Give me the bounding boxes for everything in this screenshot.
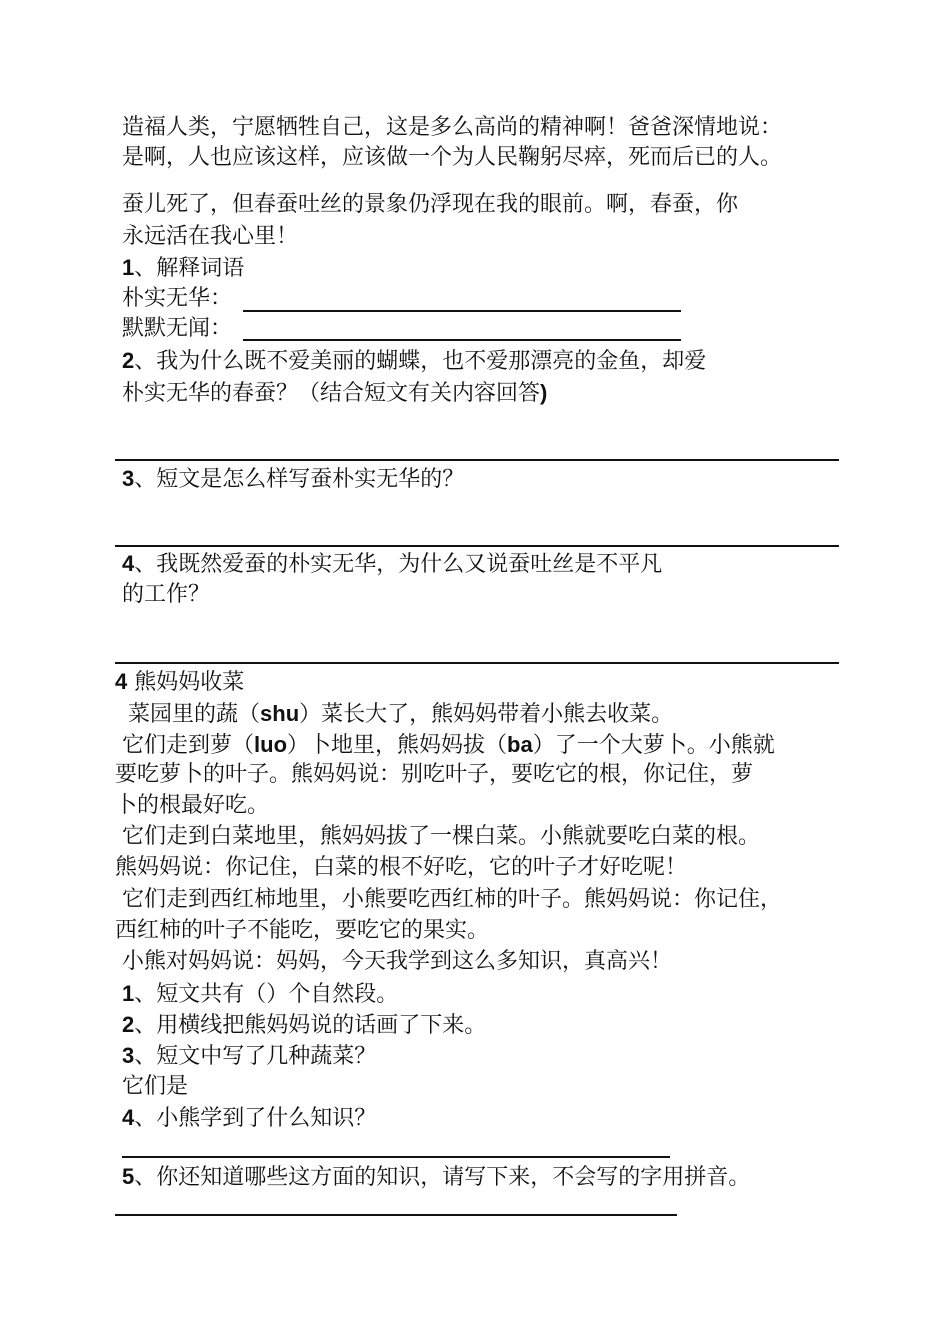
word-2-answer-line[interactable] [243, 339, 681, 341]
text-segment: ）卜地里，熊妈妈拔（ [287, 733, 508, 758]
story-para-4-line-1: 它们走到西红柿地里，小熊要吃西红柿的叶子。熊妈妈说：你记住， [122, 887, 783, 912]
story-para-2-line-3: 卜的根最好吃。 [115, 793, 270, 818]
story-para-4-line-2: 西红柿的叶子不能吃，要吃它的果实。 [115, 918, 490, 943]
question-text: 、小熊学到了什么知识？ [134, 1106, 377, 1131]
question-4 [122, 549, 662, 580]
question-number: 4 [122, 551, 135, 576]
story-para-1 [128, 699, 673, 730]
question-number: 3 [122, 1043, 135, 1068]
passage-line-2: 是啊，人也应该这样，应该做一个为人民鞠躬尽瘁，死而后已的人。 [122, 145, 783, 170]
story-question-4 [122, 1103, 376, 1134]
passage-line-4: 永远活在我心里！ [122, 224, 299, 249]
question-number: 2 [122, 348, 135, 373]
story-para-2-line-2: 要吃萝卜的叶子。熊妈妈说：别吃叶子，要吃它的根，你记住，萝 [115, 762, 754, 787]
text-segment: 菜园里的蔬（ [128, 702, 261, 727]
story-question-3-answer-prompt: 它们是 [122, 1074, 189, 1099]
question-text: 、短文共有（）个自然段。 [134, 982, 399, 1007]
question-number: 3 [122, 466, 135, 491]
closing-paren: ) [540, 380, 548, 405]
story-question-3 [122, 1041, 376, 1072]
story-question-5-answer-line[interactable] [115, 1214, 677, 1216]
passage-line-1: 造福人类，宁愿牺牲自己，这是多么高尚的精神啊！爸爸深情地说： [122, 115, 783, 140]
pinyin: ba [507, 732, 533, 757]
question-4-answer-line[interactable] [115, 662, 839, 664]
question-2-answer-line[interactable] [115, 459, 839, 461]
pinyin: luo [254, 732, 288, 757]
question-number: 5 [122, 1164, 135, 1189]
question-number: 1 [122, 981, 135, 1006]
text-segment: ）了一个大萝卜。小熊就 [532, 733, 775, 758]
text-segment: ）菜长大了，熊妈妈带着小熊去收菜。 [299, 702, 674, 727]
question-text: 、短文是怎么样写蚕朴实无华的？ [134, 467, 465, 492]
question-number: 1 [122, 255, 135, 280]
passage-line-3: 蚕儿死了，但春蚕吐丝的景象仍浮现在我的眼前。啊，春蚕，你 [122, 192, 739, 217]
question-2 [122, 346, 706, 377]
story-para-5: 小熊对妈妈说：妈妈，今天我学到这么多知识，真高兴！ [122, 949, 673, 974]
question-text: 、你还知道哪些这方面的知识，请写下来，不会写的字用拼音。 [134, 1165, 751, 1190]
question-2-cont [122, 378, 547, 409]
story-question-4-answer-line[interactable] [122, 1156, 670, 1158]
question-4-cont: 的工作？ [122, 582, 211, 607]
text-segment: 它们走到萝（ [122, 733, 255, 758]
question-3 [122, 464, 464, 495]
question-text: 、用横线把熊妈妈说的话画了下来。 [134, 1013, 487, 1038]
story-title [115, 667, 244, 698]
story-number: 4 [115, 669, 128, 694]
pinyin: shu [260, 701, 300, 726]
question-text: 、解释词语 [134, 256, 245, 281]
story-title-text: 熊妈妈收菜 [134, 670, 245, 695]
story-para-2-line-1 [122, 730, 775, 761]
question-text: 、我为什么既不爱美丽的蝴蝶，也不爱那漂亮的金鱼，却爱 [134, 349, 707, 374]
story-question-5 [122, 1162, 750, 1193]
question-text: 、短文中写了几种蔬菜？ [134, 1044, 377, 1069]
word-2-label: 默默无闻： [122, 316, 233, 341]
story-para-3-line-1: 它们走到白菜地里，熊妈妈拔了一棵白菜。小熊就要吃白菜的根。 [122, 824, 761, 849]
question-text: 、我既然爱蚕的朴实无华，为什么又说蚕吐丝是不平凡 [134, 552, 663, 577]
word-1-answer-line[interactable] [243, 310, 681, 312]
question-3-answer-line[interactable] [115, 545, 839, 547]
story-question-2 [122, 1010, 486, 1041]
question-number: 2 [122, 1012, 135, 1037]
question-number: 4 [122, 1105, 135, 1130]
story-question-1 [122, 979, 398, 1010]
question-1 [122, 253, 244, 284]
story-para-3-line-2: 熊妈妈说：你记住，白菜的根不好吃，它的叶子才好吃呢！ [115, 855, 688, 880]
question-text-cont: 朴实无华的春蚕？（结合短文有关内容回答 [122, 381, 541, 406]
word-1-label: 朴实无华： [122, 286, 233, 311]
